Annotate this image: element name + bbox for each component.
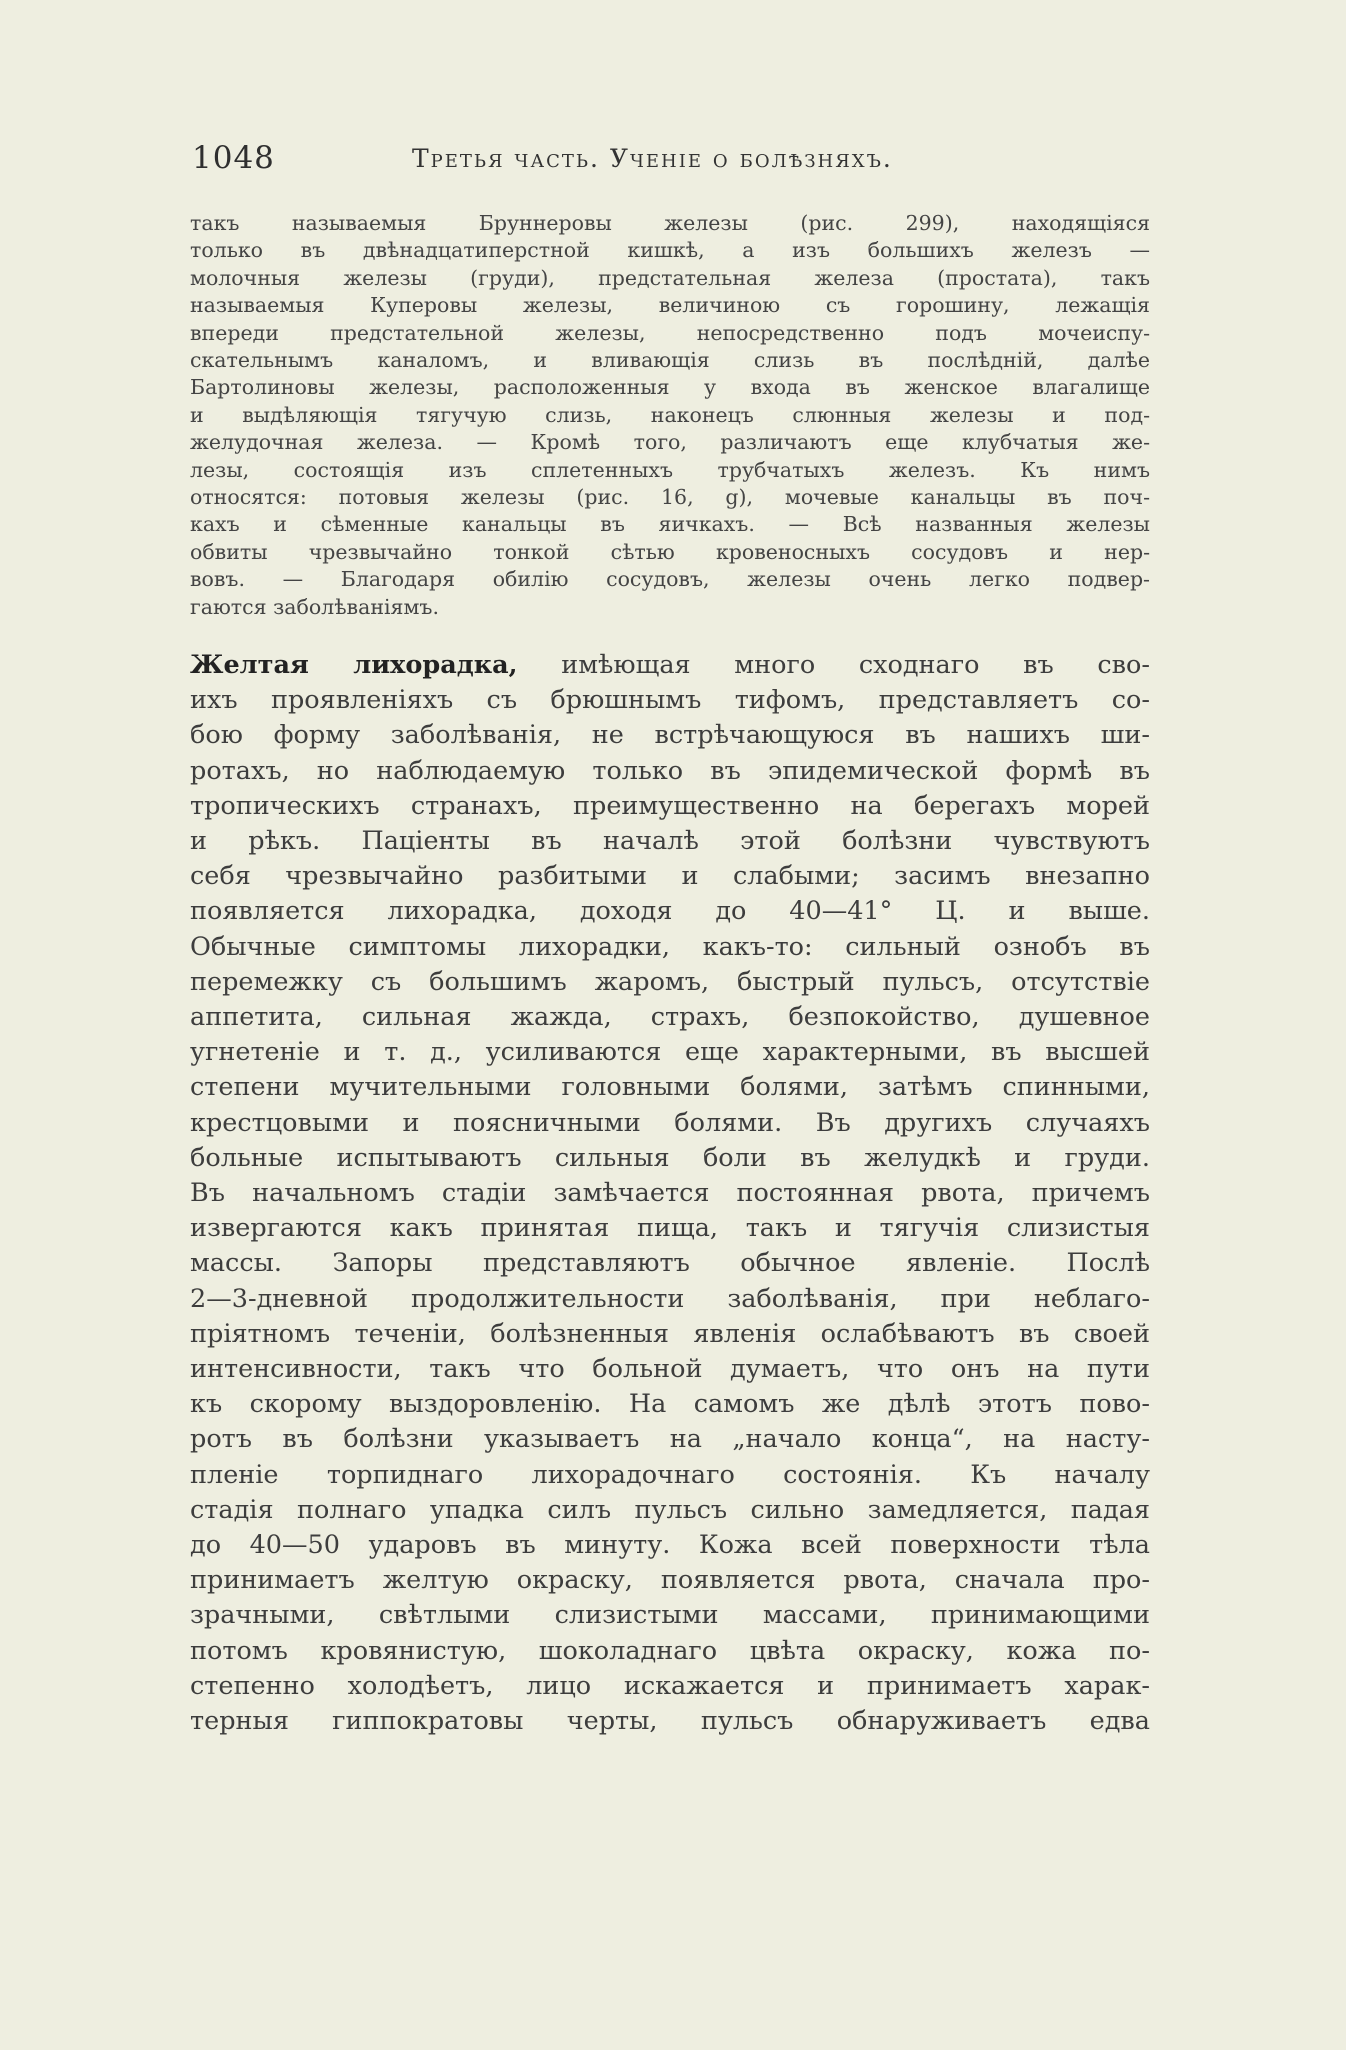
text-line: потомъ кровянистую, шоколаднаго цвѣта окраску, кожа по- [190, 1635, 1150, 1666]
page-header [192, 140, 1152, 180]
text-line: угнетеніе и т. д., усиливаются еще характерными, въ высшей [190, 1037, 1150, 1068]
text-line: желудочная железа. — Кромѣ того, различаютъ еще клубчатыя же- [190, 430, 1150, 455]
text-line: себя чрезвычайно разбитыми и слабыми; засимъ внезапно [190, 861, 1150, 892]
text-line: обвиты чрезвычайно тонкой сѣтью кровеносныхъ сосудовъ и нер- [190, 539, 1150, 564]
first-line [190, 648, 1150, 683]
text-line: и рѣкъ. Паціенты въ началѣ этой болѣзни чувствуютъ [190, 826, 1150, 857]
text-line: гаются заболѣваніямъ. [190, 594, 439, 619]
text-line: лезы, состоящія изъ сплетенныхъ трубчатыхъ железъ. Къ нимъ [190, 457, 1150, 482]
lead-term: Желтая лихорадка, [190, 650, 518, 680]
text-line: степенно холодѣетъ, лицо искажается и принимаетъ харак- [190, 1670, 1150, 1701]
text-line: къ скорому выздоровленію. На самомъ же дѣлѣ этотъ пово- [190, 1389, 1150, 1420]
text-line: такъ называемыя Бруннеровы железы (рис. 299), находящіяся [190, 211, 1150, 235]
page-number: 1048 [192, 140, 275, 176]
text-line: терныя гиппократовы черты, пульсъ обнаруживаетъ едва [190, 1706, 1150, 1737]
text-line: только въ двѣнадцатиперстной кишкѣ, а изъ большихъ железъ — [190, 238, 1150, 263]
text-line: перемежку съ большимъ жаромъ, быстрый пульсъ, отсутствіе [190, 966, 1150, 997]
text-line: принимаетъ желтую окраску, появляется рвота, сначала про- [190, 1565, 1150, 1596]
text-line: кахъ и сѣменные канальцы въ яичкахъ. — Всѣ названныя железы [190, 512, 1150, 537]
text-line: появляется лихорадка, доходя до 40—41° Ц. и выше. [190, 896, 1150, 927]
text-line: Обычные симптомы лихорадки, какъ-то: сильный ознобъ въ [190, 931, 1150, 962]
text-line: больные испытываютъ сильныя боли въ желудкѣ и груди. [190, 1142, 1150, 1173]
text-line: пленіе торпиднаго лихорадочнаго состоянія. Къ началу [190, 1459, 1150, 1490]
running-head: Третья часть. Ученіе о болѣзняхъ. [412, 144, 893, 173]
text-line: относятся: потовыя железы (рис. 16, g), мочевые канальцы въ поч- [190, 485, 1150, 510]
text-line: ихъ проявленіяхъ съ брюшнымъ тифомъ, представляетъ со- [190, 685, 1150, 716]
text-line: стадія полнаго упадка силъ пульсъ сильно замедляется, падая [190, 1494, 1150, 1525]
text-line: тропическихъ странахъ, преимущественно на берегахъ морей [190, 790, 1150, 821]
text-line: скательнымъ каналомъ, и вливающія слизь въ послѣдній, далѣе [190, 348, 1150, 373]
text-line: массы. Запоры представляютъ обычное явленіе. Послѣ [190, 1248, 1150, 1279]
text-line: до 40—50 ударовъ въ минуту. Кожа всей поверхности тѣла [190, 1530, 1150, 1561]
text-line: молочныя железы (груди), предстательная железа (простата), такъ [190, 265, 1150, 290]
text-line: аппетита, сильная жажда, страхъ, безпокойство, душевное [190, 1002, 1150, 1033]
text-line: Въ начальномъ стадіи замѣчается постоянная рвота, причемъ [190, 1178, 1150, 1209]
text-line: ротъ въ болѣзни указываетъ на „начало конца“, на насту- [190, 1424, 1150, 1455]
text-line: впереди предстательной железы, непосредственно подъ мочеиспу- [190, 320, 1150, 345]
text-line: бою форму заболѣванія, не встрѣчающуюся въ нашихъ ши- [190, 720, 1150, 751]
text-line: называемыя Куперовы железы, величиною съ горошину, лежащія [190, 293, 1150, 318]
text-line: и выдѣляющія тягучую слизь, наконецъ слюнныя железы и под- [190, 402, 1150, 427]
text-line: крестцовыми и поясничными болями. Въ другихъ случаяхъ [190, 1107, 1150, 1138]
text-line: извергаются какъ принятая пища, такъ и тягучія слизистыя [190, 1213, 1150, 1244]
text-line: вовъ. — Благодаря обилію сосудовъ, железы очень легко подвер- [190, 567, 1150, 592]
text-line: интенсивности, такъ что больной думаетъ, что онъ на пути [190, 1354, 1150, 1385]
text-line: пріятномъ теченіи, болѣзненныя явленія ослабѣваютъ въ своей [190, 1318, 1150, 1349]
text-line: зрачными, свѣтлыми слизистыми массами, принимающими [190, 1600, 1150, 1631]
yellow-fever-paragraph [190, 648, 1150, 1739]
text-line: 2—3-дневной продолжительности заболѣванія, при неблаго- [190, 1283, 1150, 1314]
text-line: ротахъ, но наблюдаемую только въ эпидемической формѣ въ [190, 755, 1150, 786]
small-print-paragraph [190, 210, 1150, 621]
text-line: Бартолиновы железы, расположенныя у входа въ женское влагалище [190, 375, 1150, 400]
text-line: степени мучительными головными болями, затѣмъ спинными, [190, 1072, 1150, 1103]
first-line-rest: имѣющая много сходнаго въ сво- [517, 650, 1150, 680]
